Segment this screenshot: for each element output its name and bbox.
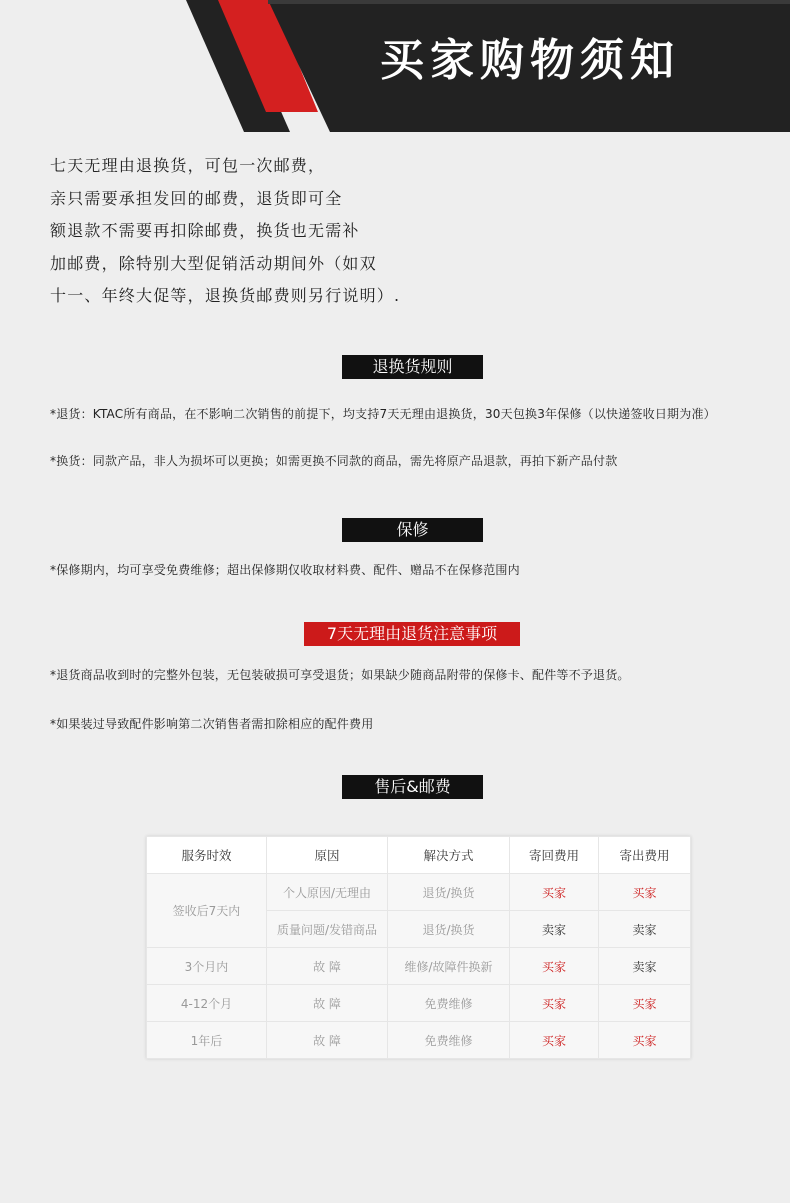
intro-line: 七天无理由退换货，可包一次邮费， bbox=[50, 156, 326, 175]
cell-solution: 退货/换货 bbox=[388, 874, 510, 911]
cell-send-fee: 卖家 bbox=[599, 948, 691, 985]
cell-reason: 故 障 bbox=[267, 1022, 388, 1059]
exchange-rule-return: *退货：KTAC所有商品，在不影响二次销售的前提下，均支持7天无理由退换货，30天包换3年保修（以快递签收日期为准） bbox=[50, 407, 716, 421]
cell-reason: 质量问题/发错商品 bbox=[267, 911, 388, 948]
intro-paragraph bbox=[50, 150, 430, 313]
cell-send-fee: 买家 bbox=[599, 1022, 691, 1059]
cell-return-fee: 买家 bbox=[510, 948, 599, 985]
column-header-period: 服务时效 bbox=[147, 837, 267, 874]
cell-reason: 故 障 bbox=[267, 985, 388, 1022]
cell-reason: 个人原因/无理由 bbox=[267, 874, 388, 911]
cell-solution: 免费维修 bbox=[388, 985, 510, 1022]
cell-return-fee: 买家 bbox=[510, 874, 599, 911]
column-header-solution: 解决方式 bbox=[388, 837, 510, 874]
table-row bbox=[147, 948, 691, 985]
section-heading-return-notes: 7天无理由退货注意事项 bbox=[304, 622, 520, 646]
page-title: 买家购物须知 bbox=[380, 35, 680, 86]
section-heading-exchange-rules: 退换货规则 bbox=[342, 355, 483, 379]
cell-send-fee: 买家 bbox=[599, 874, 691, 911]
section-heading-aftersale: 售后&邮费 bbox=[342, 775, 483, 799]
cell-solution: 免费维修 bbox=[388, 1022, 510, 1059]
cell-period: 3个月内 bbox=[147, 948, 267, 985]
cell-send-fee: 卖家 bbox=[599, 911, 691, 948]
intro-line: 额退款不需要再扣除邮费，换货也无需补 bbox=[50, 221, 360, 240]
column-header-reason: 原因 bbox=[267, 837, 388, 874]
cell-reason: 故 障 bbox=[267, 948, 388, 985]
table-row bbox=[147, 985, 691, 1022]
cell-period: 4-12个月 bbox=[147, 985, 267, 1022]
cell-return-fee: 买家 bbox=[510, 1022, 599, 1059]
intro-line: 十一、年终大促等，退换货邮费则另行说明）. bbox=[50, 286, 401, 305]
table-row bbox=[147, 1022, 691, 1059]
cell-send-fee: 买家 bbox=[599, 985, 691, 1022]
cell-return-fee: 买家 bbox=[510, 985, 599, 1022]
return-note-accessories: *如果装过导致配件影响第二次销售者需扣除相应的配件费用 bbox=[50, 717, 374, 731]
column-header-send-fee: 寄出费用 bbox=[599, 837, 691, 874]
aftersale-fee-table bbox=[146, 836, 691, 1059]
cell-return-fee: 卖家 bbox=[510, 911, 599, 948]
table-row bbox=[147, 874, 691, 911]
intro-line: 加邮费，除特别大型促销活动期间外（如双 bbox=[50, 253, 377, 273]
exchange-rule-exchange: *换货：同款产品，非人为损坏可以更换；如需更换不同款的商品，需先将原产品退款，再拍下新产品付款 bbox=[50, 454, 618, 468]
header-banner bbox=[0, 0, 790, 140]
table-header-row bbox=[147, 837, 691, 874]
cell-period: 1年后 bbox=[147, 1022, 267, 1059]
cell-solution: 维修/故障件换新 bbox=[388, 948, 510, 985]
return-note-packaging: *退货商品收到时的完整外包装，无包装破损可享受退货；如果缺少随商品附带的保修卡、配件等不予退货。 bbox=[50, 668, 630, 682]
cell-solution: 退货/换货 bbox=[388, 911, 510, 948]
section-heading-warranty: 保修 bbox=[342, 518, 483, 542]
intro-line: 亲只需要承担发回的邮费，退货即可全 bbox=[50, 188, 343, 208]
warranty-text: *保修期内，均可享受免费维修；超出保修期仅收取材料费、配件、赠品不在保修范围内 bbox=[50, 563, 520, 577]
cell-period: 签收后7天内 bbox=[147, 874, 267, 948]
column-header-return-fee: 寄回费用 bbox=[510, 837, 599, 874]
